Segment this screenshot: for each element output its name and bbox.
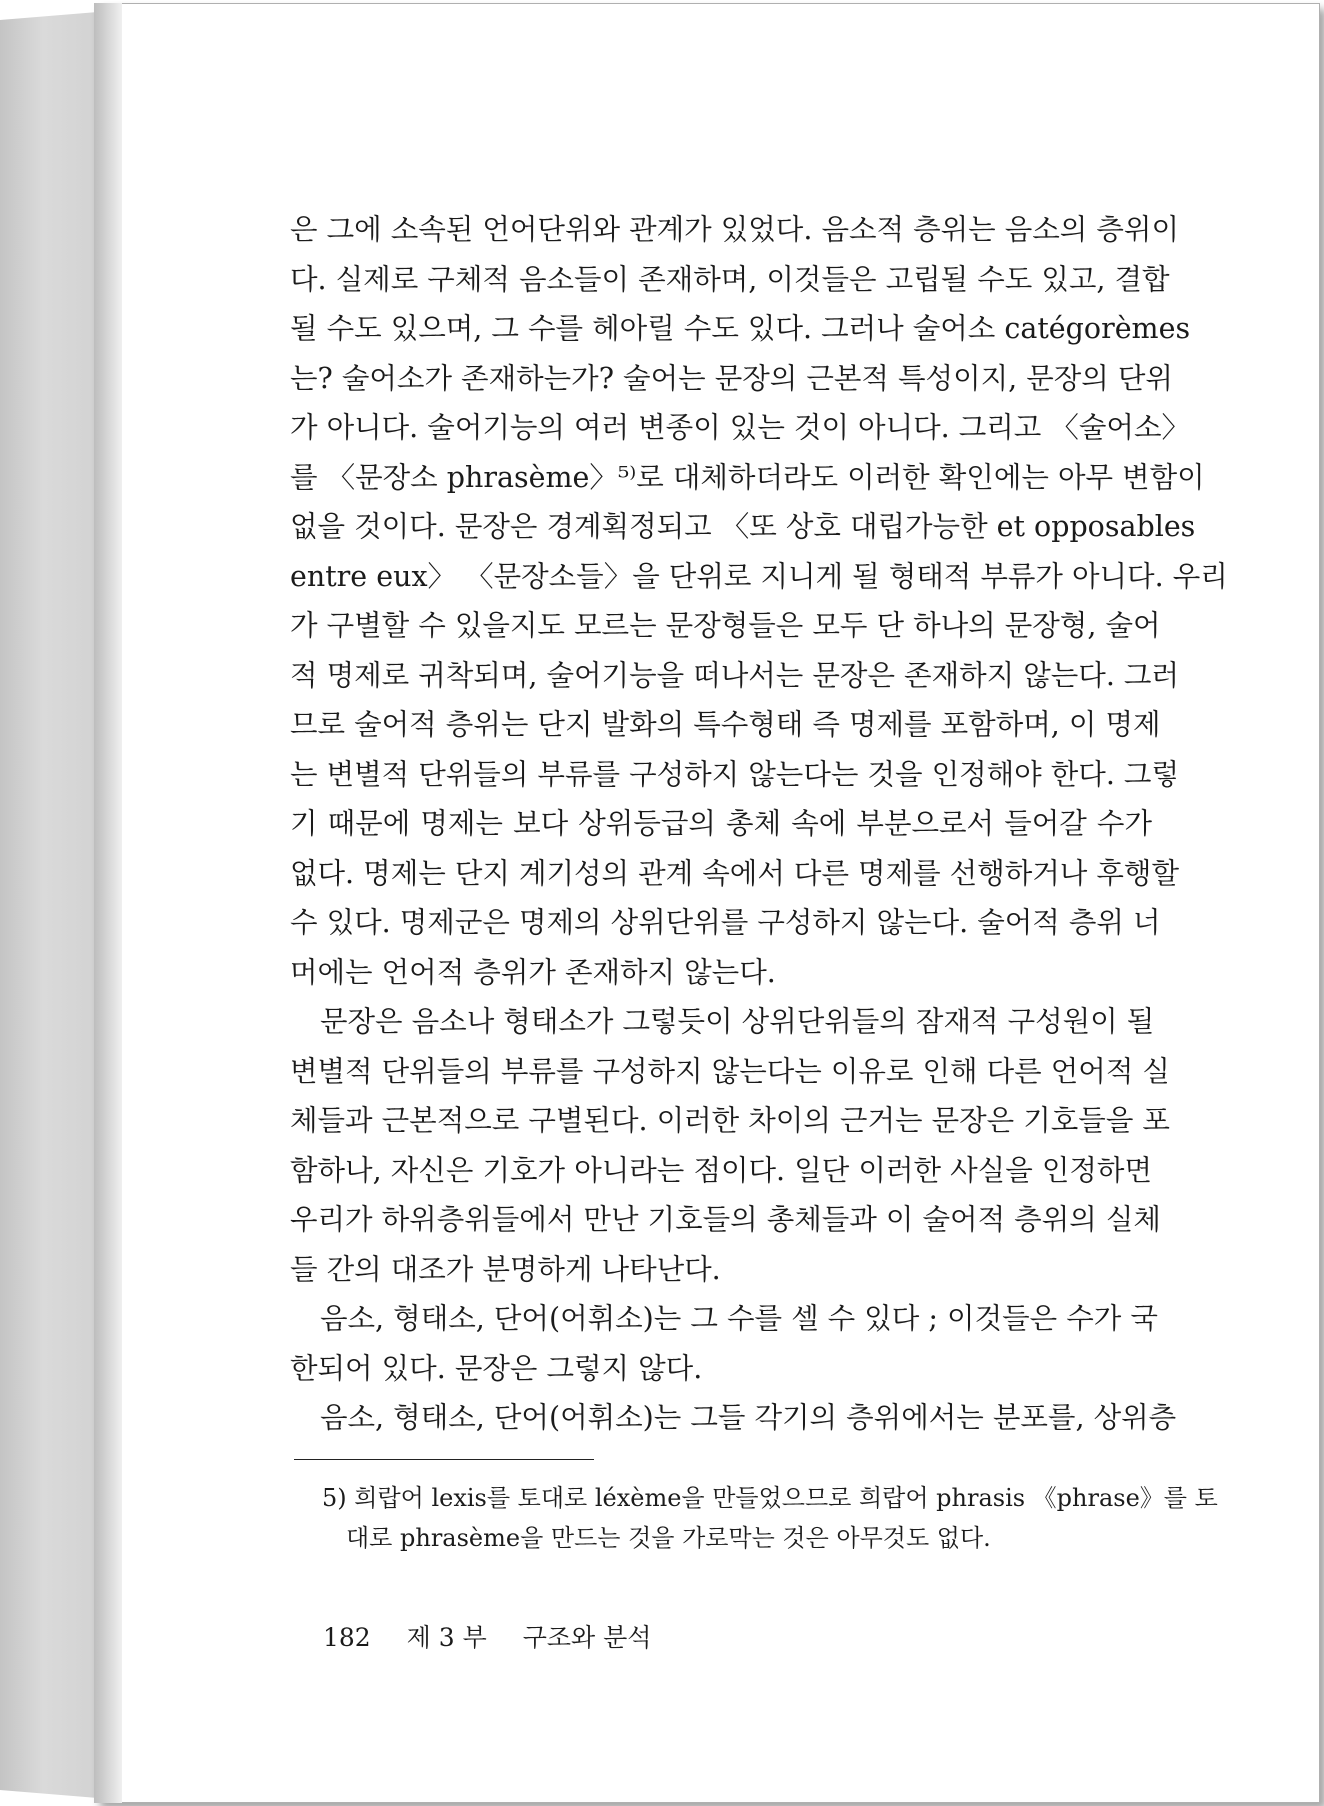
page-number: 182	[323, 1623, 371, 1652]
body-line: 적 명제로 귀착되며, 술어기능을 떠나서는 문장은 존재하지 않는다. 그러	[290, 658, 1179, 692]
footnote-line: 대로 phrasème을 만드는 것을 가로막는 것은 아무것도 없다.	[346, 1524, 991, 1552]
body-line: 는? 술어소가 존재하는가? 술어는 문장의 근본적 특성이지, 문장의 단위	[290, 361, 1173, 395]
body-line: 한되어 있다. 문장은 그렇지 않다.	[290, 1351, 703, 1385]
body-line: 변별적 단위들의 부류를 구성하지 않는다는 이유로 인해 다른 언어적 실	[290, 1054, 1170, 1088]
body-line: 없다. 명제는 단지 계기성의 관계 속에서 다른 명제를 선행하거나 후행할	[290, 856, 1179, 890]
body-line: 문장은 음소나 형태소가 그렇듯이 상위단위들의 잠재적 구성원이 될	[320, 1005, 1155, 1038]
body-line: 은 그에 소속된 언어단위와 관계가 있었다. 음소적 층위는 음소의 층위이	[290, 213, 1179, 246]
body-line: 체들과 근본적으로 구별된다. 이러한 차이의 근거는 문장은 기호들을 포	[290, 1104, 1170, 1137]
body-line: 는 변별적 단위들의 부류를 구성하지 않는다는 것을 인정해야 한다. 그렇	[290, 757, 1179, 791]
body-line: 될 수도 있으며, 그 수를 헤아릴 수도 있다. 그러나 술어소 catégorèmes	[290, 312, 1191, 345]
body-line: 들 간의 대조가 분명하게 나타난다.	[290, 1252, 721, 1286]
body-line: 를 〈문장소 phrasème〉⁵⁾로 대체하더라도 이러한 확인에는 아무 변함이	[290, 460, 1205, 494]
body-line: 음소, 형태소, 단어(어휘소)는 그들 각기의 층위에서는 분포를, 상위층	[320, 1401, 1177, 1434]
body-line: 수 있다. 명제군은 명제의 상위단위를 구성하지 않는다. 술어적 층위 너	[290, 906, 1161, 939]
footnote-divider	[294, 1459, 594, 1460]
footnote	[322, 1478, 1218, 1558]
body-line: 없을 것이다. 문장은 경계획정되고 〈또 상호 대립가능한 et opposables	[290, 510, 1196, 543]
chapter-title: 구조와 분석	[522, 1623, 652, 1652]
part-label: 제 3 부	[406, 1623, 487, 1652]
body-line: 므로 술어적 층위는 단지 발화의 특수형태 즉 명제를 포함하며, 이 명제	[290, 708, 1161, 741]
body-line: 함하나, 자신은 기호가 아니라는 점이다. 일단 이러한 사실을 인정하면	[290, 1153, 1152, 1187]
body-line: 음소, 형태소, 단어(어휘소)는 그 수를 셀 수 있다 ; 이것들은 수가 국	[320, 1302, 1158, 1335]
body-line: 가 아니다. 술어기능의 여러 변종이 있는 것이 아니다. 그리고 〈술어소〉	[290, 411, 1190, 444]
body-text	[290, 205, 1228, 1443]
footnote-line: 5) 희랍어 lexis를 토대로 léxème을 만들었으므로 희랍어 phrasis 《phrase》를 토	[322, 1484, 1218, 1512]
body-line: 머에는 언어적 층위가 존재하지 않는다.	[290, 955, 776, 989]
page-footer	[323, 1618, 679, 1654]
body-line: 다. 실제로 구체적 음소들이 존재하며, 이것들은 고립될 수도 있고, 결합	[290, 262, 1170, 296]
body-line: 기 때문에 명제는 보다 상위등급의 총체 속에 부분으로서 들어갈 수가	[290, 807, 1152, 840]
body-line: 가 구별할 수 있을지도 모르는 문장형들은 모두 단 하나의 문장형, 술어	[290, 609, 1161, 642]
body-line: entre eux〉 〈문장소들〉을 단위로 지니게 될 형태적 부류가 아니다. 우리	[290, 559, 1228, 593]
body-line: 우리가 하위층위들에서 만난 기호들의 총체들과 이 술어적 층위의 실체	[290, 1203, 1161, 1236]
page-spine	[94, 3, 122, 1803]
